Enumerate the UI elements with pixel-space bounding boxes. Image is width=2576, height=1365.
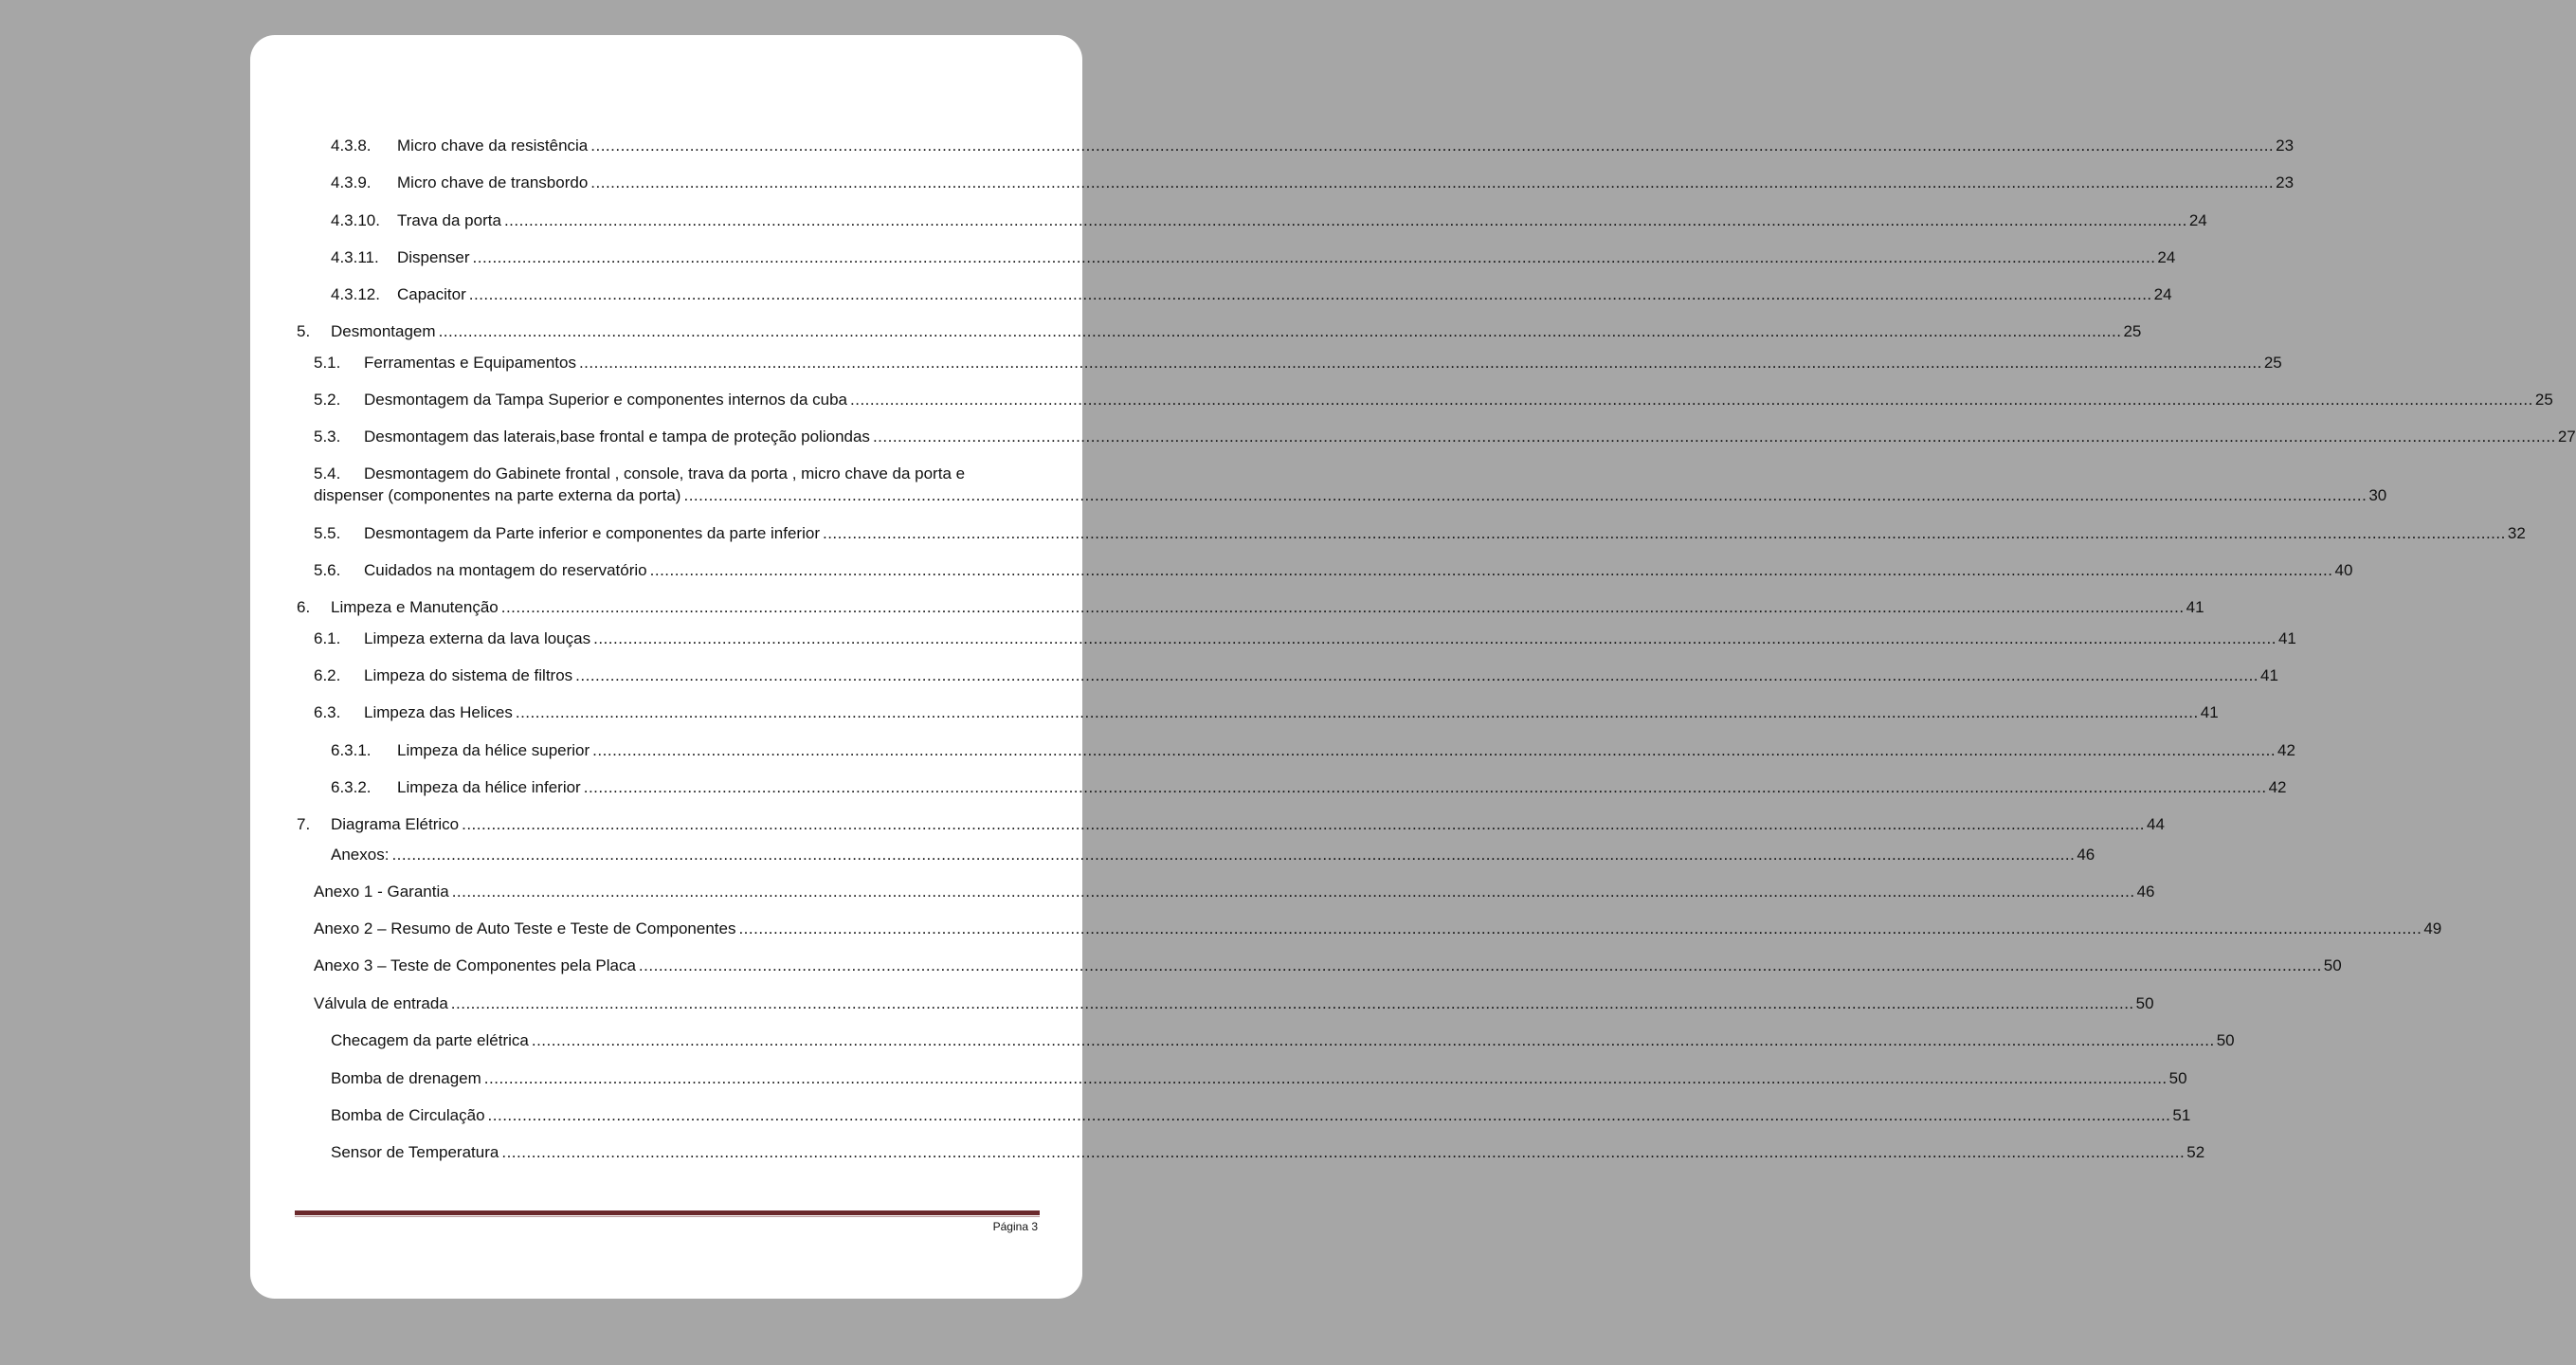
toc-leader-dots xyxy=(452,882,2135,902)
toc-leader-dots xyxy=(439,321,2122,342)
toc-leader-dots xyxy=(639,956,2322,976)
toc-entry-page: 50 xyxy=(2323,956,2342,974)
toc-entry-page: 25 xyxy=(2263,354,2282,372)
toc-entry-number: 6.3.2. xyxy=(331,778,372,796)
toc-entry-title: Capacitor xyxy=(397,285,466,303)
toc-leader-dots xyxy=(516,702,2199,723)
toc-leader-dots xyxy=(501,597,2185,618)
toc-entry-number: 6.3.1. xyxy=(331,741,372,759)
toc-leader-dots xyxy=(590,136,2274,156)
toc-leader-dots xyxy=(501,1142,2185,1163)
toc-entry-page: 40 xyxy=(2334,561,2353,579)
toc-leader-dots xyxy=(469,284,2152,305)
toc-entry-number: 4.3.10. xyxy=(331,211,380,229)
toc-entry-title: Dispenser xyxy=(397,248,470,266)
toc-entry-title: Limpeza e Manutenção xyxy=(331,598,499,616)
toc-entry-title: Desmontagem xyxy=(331,322,436,340)
toc-entry-page: 44 xyxy=(2146,815,2165,833)
footer-rule-thin xyxy=(295,1216,1040,1217)
toc-entry-title: Anexo 2 – Resumo de Auto Teste e Teste de Componentes xyxy=(314,919,736,937)
toc-entry-number: 6.3. xyxy=(314,703,341,721)
toc-entry-number: 5.3. xyxy=(314,428,341,446)
toc-entry-page: 41 xyxy=(2186,598,2204,616)
toc-entry-number: 5.5. xyxy=(314,524,341,542)
toc-entry-page: 23 xyxy=(2276,136,2295,155)
toc-entry-title: Cuidados na montagem do reservatório xyxy=(364,561,647,579)
toc-leader-dots xyxy=(593,628,2277,649)
toc-leader-dots xyxy=(473,247,2156,268)
toc-leader-dots xyxy=(488,1105,2171,1126)
toc-entry-page: 41 xyxy=(2260,666,2278,684)
toc-entry-title: Bomba de Circulação xyxy=(331,1106,485,1124)
toc-entry-page: 50 xyxy=(2168,1069,2187,1087)
toc-entry-title: Limpeza das Helices xyxy=(364,703,513,721)
toc-entry-number: 6. xyxy=(297,598,311,616)
toc-entry-title: Micro chave da resistência xyxy=(397,136,589,155)
toc-entry-page: 42 xyxy=(2268,778,2287,796)
toc-entry-page: 27 xyxy=(2557,428,2576,446)
toc-entry-number: 5.4. xyxy=(314,464,341,482)
page-number: Página 3 xyxy=(992,1220,1038,1233)
toc-entry-title: Sensor de Temperatura xyxy=(331,1143,499,1161)
toc-entry-title: Desmontagem da Tampa Superior e componentes internos da cuba xyxy=(364,391,847,409)
toc-entry-title: Trava da porta xyxy=(397,211,501,229)
toc-entry-page: 49 xyxy=(2423,919,2442,937)
toc-entry-title: Micro chave de transbordo xyxy=(397,173,589,191)
toc-entry-page: 23 xyxy=(2276,173,2295,191)
toc-leader-dots xyxy=(575,665,2259,686)
toc-entry-number: 4.3.9. xyxy=(331,173,372,191)
toc-leader-dots xyxy=(738,919,2422,939)
toc-entry-page: 25 xyxy=(2123,322,2142,340)
toc-entry-number: 6.1. xyxy=(314,629,341,647)
toc-entry-page: 30 xyxy=(2368,486,2387,504)
toc-entry-title: Desmontagem das laterais,base frontal e tampa de proteção poliondas xyxy=(364,428,870,446)
toc-leader-dots xyxy=(484,1068,2168,1089)
toc-entry-number: 5.1. xyxy=(314,354,341,372)
toc-entry-page: 25 xyxy=(2534,391,2553,409)
toc-leader-dots xyxy=(683,485,2367,506)
toc-entry xyxy=(250,464,2387,507)
toc-entry-number: 5.6. xyxy=(314,561,341,579)
toc-entry-title: Limpeza do sistema de filtros xyxy=(364,666,573,684)
toc-entry-title: Anexo 3 – Teste de Componentes pela Placa xyxy=(314,956,636,974)
toc-leader-dots xyxy=(590,173,2274,193)
toc-entry-page: 46 xyxy=(2136,883,2155,901)
toc-entry-number: 5.2. xyxy=(314,391,341,409)
toc-entry-title: Limpeza da hélice superior xyxy=(397,741,590,759)
toc-leader-dots xyxy=(391,845,2075,865)
toc-entry-title: Desmontagem da Parte inferior e componentes da parte inferior xyxy=(364,524,820,542)
toc-entry-page: 46 xyxy=(2077,846,2095,864)
toc-entry-page: 41 xyxy=(2277,629,2296,647)
toc-leader-dots xyxy=(584,777,2267,798)
toc-entry-page: 41 xyxy=(2200,703,2219,721)
toc-entry-title-continued: dispenser (componentes na parte externa da porta) xyxy=(314,486,681,504)
toc-entry-page: 32 xyxy=(2507,524,2526,542)
toc-leader-dots xyxy=(451,993,2134,1014)
toc-entry-title: Limpeza da hélice inferior xyxy=(397,778,581,796)
toc-entry-page: 50 xyxy=(2135,994,2154,1012)
footer-rule xyxy=(295,1210,1040,1215)
toc-entry-number: 7. xyxy=(297,815,311,833)
toc-entry-title: Bomba de drenagem xyxy=(331,1069,481,1087)
toc-leader-dots xyxy=(462,814,2145,835)
toc-leader-dots xyxy=(532,1030,2215,1051)
toc-entry-page: 51 xyxy=(2172,1106,2191,1124)
toc-leader-dots xyxy=(579,353,2262,373)
toc-leader-dots xyxy=(823,523,2506,544)
toc-entry-number: 4.3.11. xyxy=(331,248,379,266)
toc-leader-dots xyxy=(873,427,2556,447)
toc-leader-dots xyxy=(592,740,2276,761)
toc-entry-title: Desmontagem do Gabinete frontal , console, trava da porta , micro chave da porta e xyxy=(364,464,966,482)
toc-entry-title: Válvula de entrada xyxy=(314,994,448,1012)
toc-entry-title: Limpeza externa da lava louças xyxy=(364,629,591,647)
toc-entry-page: 24 xyxy=(2188,211,2207,229)
toc-entry-page: 42 xyxy=(2277,741,2295,759)
toc-entry-number: 4.3.12. xyxy=(331,285,380,303)
toc-entry-page: 52 xyxy=(2186,1143,2205,1161)
toc-entry-title: Checagem da parte elétrica xyxy=(331,1031,529,1049)
toc-entry-page: 24 xyxy=(2157,248,2176,266)
toc-entry-number: 4.3.8. xyxy=(331,136,372,155)
toc-entry-number: 5. xyxy=(297,322,311,340)
toc-leader-dots xyxy=(650,560,2333,581)
toc-entry-page: 24 xyxy=(2153,285,2172,303)
toc-entry-page: 50 xyxy=(2216,1031,2235,1049)
toc-leader-dots xyxy=(850,390,2533,410)
toc-entry-title: Diagrama Elétrico xyxy=(331,815,460,833)
toc-entry-title: Ferramentas e Equipamentos xyxy=(364,354,576,372)
document-page xyxy=(250,35,2576,1299)
toc-entry-title: Anexos: xyxy=(331,846,390,864)
toc-entry-title: Anexo 1 - Garantia xyxy=(314,883,449,901)
toc-leader-dots xyxy=(504,210,2187,231)
toc-entry-number: 6.2. xyxy=(314,666,341,684)
